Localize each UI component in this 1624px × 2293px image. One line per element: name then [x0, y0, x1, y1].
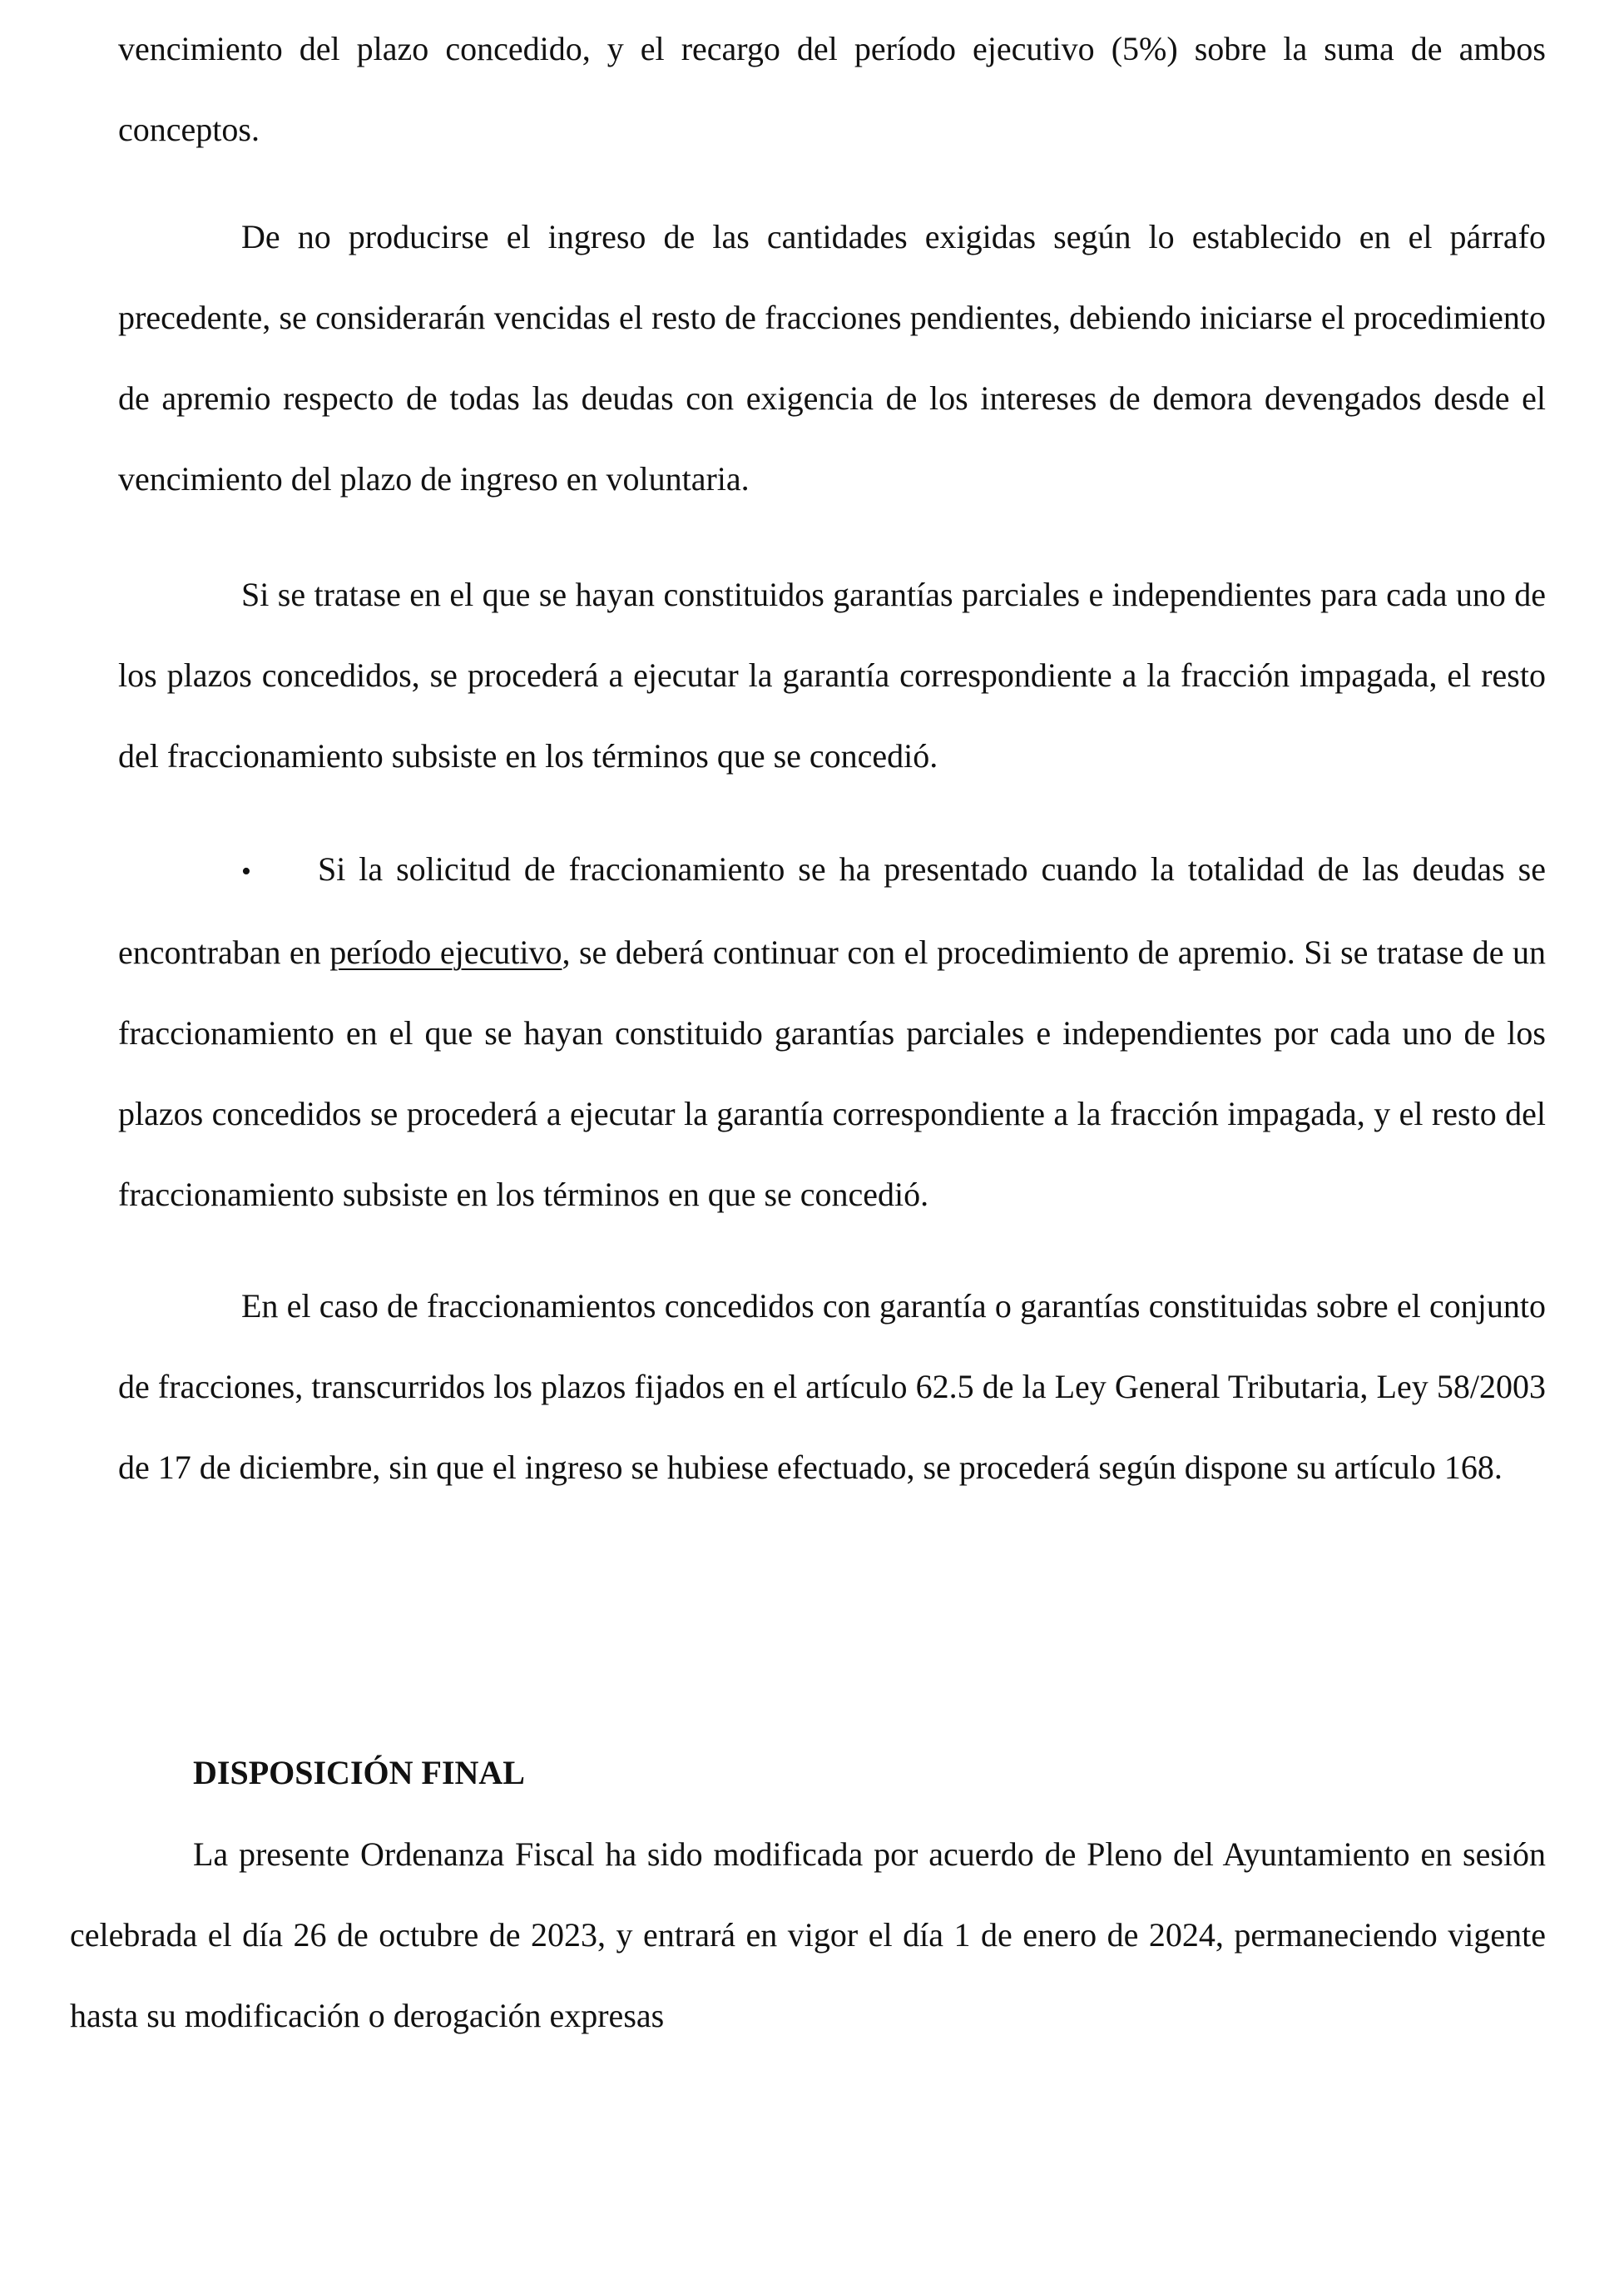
paragraph-text: , se deberá continuar con el procedimiento de apremio. Si se tratase de un fraccionamiento en el que se hayan constituido garantías parciales e independientes por cada uno de los plazos concedidos se procederá a ejecutar la garantía correspondiente a la fracción impagada, y el resto del fraccionamiento subsiste en los términos en que se concedió.: [118, 934, 1547, 1213]
paragraph-text: vencimiento del plazo concedido, y el recargo del período ejecutivo (5%) sobre la suma de ambos conceptos.: [118, 30, 1546, 148]
paragraph-text: La presente Ordenanza Fiscal ha sido modificada por acuerdo de Pleno del Ayuntamiento en sesión celebrada el día 26 de octubre de 2023, y entrará en vigor el día 1 de enero de 2024, permaneciendo vigente hasta su modificación o derogación expresas: [70, 1835, 1546, 2034]
paragraph-fraccionamientos: [118, 1265, 1546, 1508]
paragraph-continuation: [118, 8, 1546, 170]
paragraph-garantias-parciales: [118, 554, 1546, 796]
paragraph-text: Si la solicitud de fraccionamiento se ha presentado cuando la totalidad de las deudas se encontraban en: [118, 850, 1546, 971]
paragraph-disposicion-final: [70, 1814, 1546, 2056]
bullet-paragraph: [118, 829, 1546, 1235]
paragraph-text: Si se tratase en el que se hayan constituidos garantías parciales e independientes para cada uno de los plazos concedidos, se procederá a ejecutar la garantía correspondiente a la fracción impagada, el resto del fraccionamiento subsiste en los términos que se concedió.: [118, 576, 1546, 775]
paragraph-text: En el caso de fraccionamientos concedidos con garantía o garantías constituidas sobre el conjunto de fracciones, transcurridos los plazos fijados en el artículo 62.5 de la Ley General Tributaria, Ley 58/2003 de 17 de diciembre, sin que el ingreso se hubiese efectuado, se procederá según dispone su artículo 168.: [118, 1287, 1546, 1486]
paragraph-text: De no producirse el ingreso de las cantidades exigidas según lo establecido en el párrafo precedente, se considerarán vencidas el resto de fracciones pendientes, debiendo iniciarse el procedimiento de apremio respecto de todas las deudas con exigencia de los intereses de demora devengados desde el vencimiento del plazo de ingreso en voluntaria.: [118, 218, 1546, 498]
bullet-icon: •: [241, 856, 251, 887]
paragraph-apremio: [118, 196, 1546, 519]
section-heading: DISPOSICIÓN FINAL: [193, 1754, 525, 1791]
underlined-term: período ejecutivo: [329, 934, 562, 971]
